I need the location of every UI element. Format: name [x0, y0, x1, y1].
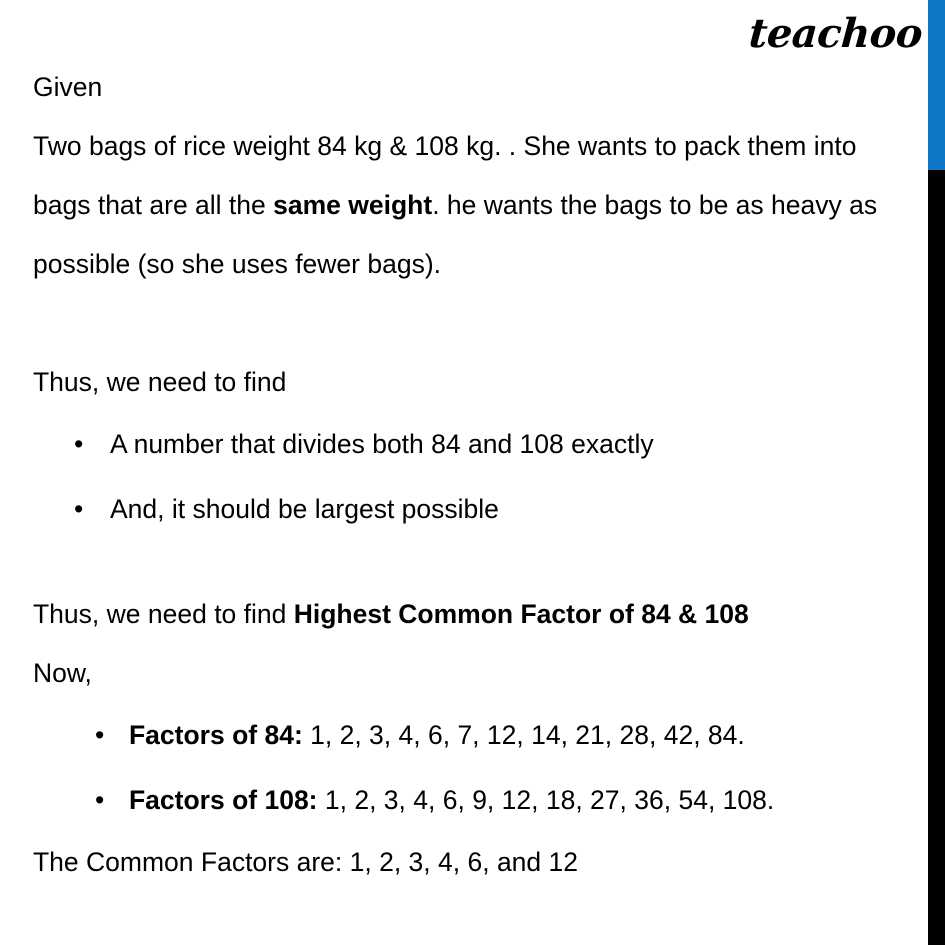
- requirements-list: [33, 412, 898, 542]
- bullet-icon: •: [95, 720, 105, 750]
- factors-108-values: 1, 2, 3, 4, 6, 9, 12, 18, 27, 36, 54, 108.: [317, 785, 775, 815]
- problem-statement-emphasis: same weight: [273, 190, 433, 220]
- spacer-1: [33, 294, 898, 353]
- list-item: [33, 703, 898, 768]
- factors-84-values: 1, 2, 3, 4, 6, 7, 12, 14, 21, 28, 42, 84.: [302, 720, 745, 750]
- now-label: Now,: [33, 658, 92, 688]
- factors-108-label: Factors of 108:: [129, 785, 318, 815]
- conclusion-prefix: Thus, we need to find: [33, 599, 294, 629]
- list-item: [33, 477, 898, 542]
- edge-accent-bar-blue: [928, 0, 945, 170]
- bullet-icon: •: [74, 494, 84, 524]
- factors-84-label: Factors of 84:: [129, 720, 303, 750]
- bullet-icon: •: [74, 429, 84, 459]
- edge-accent-bar-black: [928, 170, 945, 945]
- problem-statement: [33, 117, 898, 294]
- factors-list: [33, 703, 898, 833]
- problem-statement-part1: Two bags of rice weight 84 kg & 108 kg. . She wants to pack them into bags that are all the: [33, 131, 857, 220]
- slide-content: [33, 58, 898, 892]
- list-item: [33, 412, 898, 477]
- requirement-text: And, it should be largest possible: [110, 494, 499, 524]
- need-to-find-heading: Thus, we need to find: [33, 367, 287, 397]
- bullet-icon: •: [95, 785, 105, 815]
- given-heading: Given: [33, 72, 103, 102]
- teachoo-logo: teachoo: [747, 10, 924, 57]
- conclusion-emphasis: Highest Common Factor of 84 & 108: [293, 599, 749, 629]
- requirement-text: A number that divides both 84 and 108 exactly: [110, 429, 654, 459]
- common-factors-line: The Common Factors are: 1, 2, 3, 4, 6, and 12: [33, 847, 578, 877]
- list-item: [33, 768, 898, 833]
- spacer-2: [33, 542, 898, 585]
- conclusion-line: [33, 585, 898, 644]
- problem-statement-part2: . he wants the bags to be as heavy as possible (so she uses fewer bags).: [33, 190, 878, 279]
